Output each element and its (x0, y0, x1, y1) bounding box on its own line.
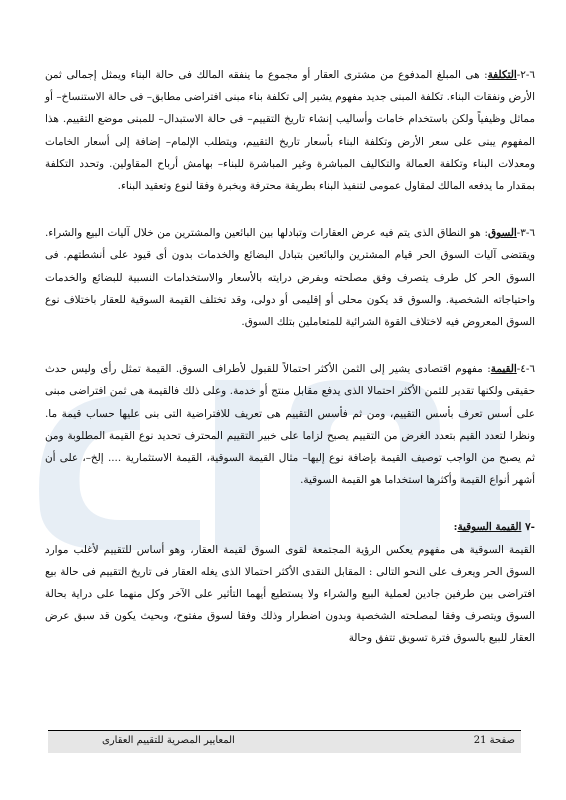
document-body (45, 64, 535, 650)
heading-number: ٧- (525, 521, 535, 534)
page-footer (48, 730, 521, 753)
footer-page-number: صفحة 21 (473, 735, 515, 746)
section-market-paragraph (45, 222, 535, 333)
section-value-text: : مفهوم اقتصادى يشير إلى الثمن الأكثر احتمالاً للقبول لأطراف السوق. القيمة تمثل رأى وليس حدث حقيقى ولكنها تقدير للثمن الأكثر احتمالا الذى يدفع مقابل منتج أو خدمة. وعلى ذلك فالقيمة هى ثمن افتراضى مبنى على أسس تعرف بأسس التقييم، ومن ثم فأسس التقييم هى تعريف للافتراضية التى بنى عليها حساب قيمة ما. ونظرا لتعدد القيم بتعدد الغرض من التقييم يصبح لزاما على خبير التقييم المحترف تحديد نوع القيمة المطلوبة ومن ثم يصبح من الواجب توصيف القيمة بإضافة نوع إليها– مثال القيمة السوقية، القيمة الاستثمارية .... إلخ–، على أن أشهر أنواع القيمة وأكثرها استخداما هو القيمة السوقية. (45, 363, 535, 487)
section-value-number: ٦-٤- (516, 363, 535, 376)
section-cost-paragraph (45, 64, 535, 197)
section-market-number: ٦-٣- (516, 227, 535, 240)
footer-document-title: المعايير المصرية للتقييم العقارى (102, 735, 235, 746)
section-market-value-heading (45, 516, 535, 538)
heading-title: القيمة السوقية (457, 521, 522, 534)
section-market-value-text: القيمة السوقية هى مفهوم يعكس الرؤية المجتمعة لقوى السوق لقيمة العقار، وهو أساس للتقييم لأغلب موارد السوق الحر ويعرف على النحو التالى : المقابل النقدى الأكثر احتمالا الذى يغله العقار فى تاريخ التقييم فى حالة بيع افتراضى بين طرفين جادين لعملية البيع والشراء ولا يستطيع أيهما التأثير على الآخر وكل منهما على دراية بحالة السوق ويتصرف وفقا لمصلحته الشخصية وبدون اضطرار وذلك وفقا لسوق مفتوح، وبحيث يكون قد سبق عرض العقار للبيع بالسوق فترة تسويق تتفق وحالة (45, 543, 535, 645)
section-value-term: القيمة (490, 363, 517, 376)
section-cost-term: التكلفة (487, 69, 517, 81)
section-market (45, 222, 535, 333)
section-market-value (45, 516, 535, 649)
section-market-text: : هو النطاق الذى يتم فيه عرض العقارات وتبادلها بين البائعين والمشترين من خلال آليات البيع والشراء. ويقتضى آليات السوق الحر قيام المشترين والبائعين بتبادل البضائع والخدمات بدون أى قيود على أنشطتهم. فى السوق الحر كل طرف يتصرف وفق مصلحته وبفرض درايته بالأسعار والاستخدامات النسبية للبضائع والخدمات واحتياجاته الشخصية. والسوق قد يكون محلى أو إقليمى أو دولى، وقد تختلف القيمة السوقية للعقار باختلاف نوع السوق المعروض فيه لاختلاف القوة الشرائية للمتعاملين بتلك السوق. (45, 227, 535, 329)
section-market-term: السوق (488, 227, 517, 240)
section-cost-text: : هى المبلغ المدفوع من مشترى العقار أو مجموع ما ينفقه المالك فى حالة البناء ويمثل إجمالى ثمن الأرض ونفقات البناء. تكلفة المبنى جديد مفهوم يشير إلى تكلفة بناء مبنى افتراضى مطابق– فى حالة الاستنساخ– أو مماثل وظيفياً ولكن باستخدام خامات وأساليب إنشاء تاريخ التقييم– فى حالة الاستبدال– للمبنى موضع التقييم. هذا المفهوم يبنى على سعر الأرض وتكلفة البناء بأسعار تاريخ التقييم، ويتطلب الإلمام– إضافة إلى أسعار الخامات ومعدلات البناء وتكلفة العمالة والتكاليف المباشرة وغير المباشرة للبناء– بهامش أرباح المقاولين. وتحدد التكلفة بمقدار ما يدفعه المالك لمقاول عمومى لتنفيذ البناء بطريقة محترفة وبخبرة وفقا لنوع وتعقيد البناء. (45, 69, 535, 193)
section-value-paragraph (45, 358, 535, 491)
section-cost (45, 64, 535, 197)
section-value (45, 358, 535, 491)
heading-colon: : (453, 521, 458, 534)
section-cost-number: ٦-٢- (516, 69, 535, 81)
